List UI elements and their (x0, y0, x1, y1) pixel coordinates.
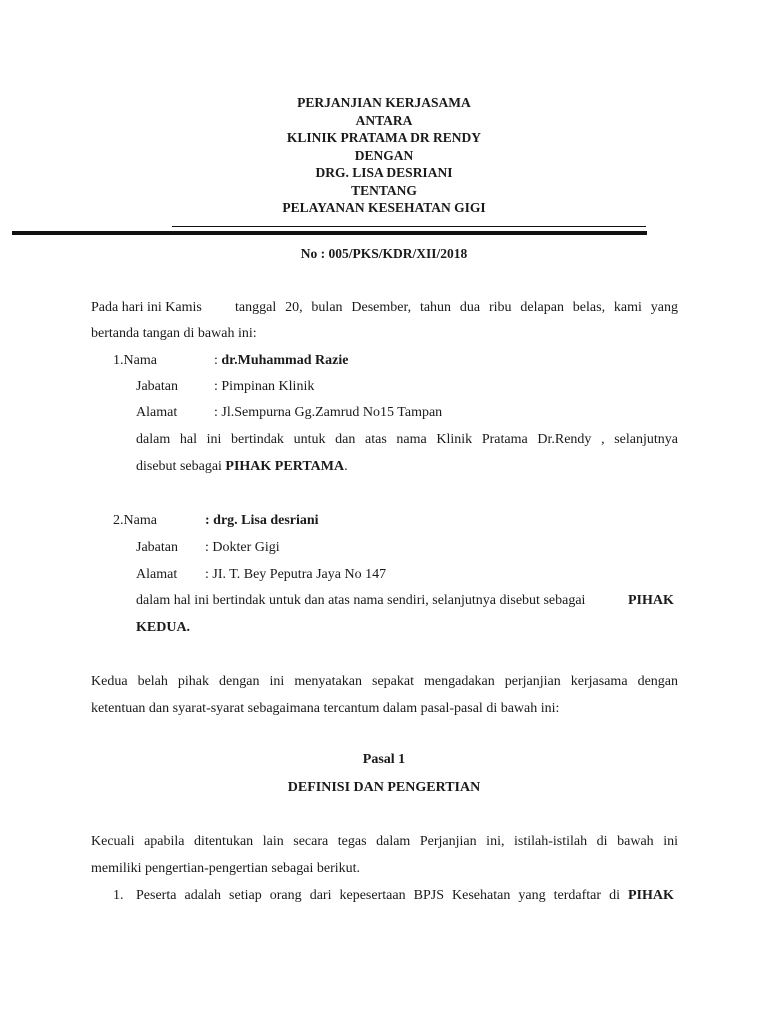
party2-desc-line1: dalam hal ini bertindak untuk dan atas nama sendiri, selanjutnya disebut sebagai (136, 593, 586, 608)
pasal1-item1-text: Peserta adalah setiap orang dari kepesertaan BPJS Kesehatan yang terdaftar di (136, 888, 620, 903)
party1-name-value: : dr.Muhammad Razie (214, 353, 349, 368)
agreement-line2: ketentuan dan syarat-syarat sebagaimana tercantum dalam pasal-pasal di bawah ini: (91, 701, 560, 716)
header-line-2: ANTARA (355, 112, 413, 128)
party1-desc2-end: . (344, 459, 348, 474)
header-line-5: DRG. LISA DESRIANI (315, 165, 453, 180)
party1-name: dr.Muhammad Razie (221, 353, 349, 368)
party1-desc-line1: dalam hal ini bertindak untuk dan atas nama Klinik Pratama Dr.Rendy , selanjutnya (136, 432, 678, 447)
party2-role-part2: KEDUA. (136, 620, 191, 635)
party2-jabatan-value: : Dokter Gigi (205, 540, 280, 555)
pasal1-line2: memiliki pengertian-pengertian sebagai berikut. (91, 861, 361, 876)
header-line-1: PERJANJIAN KERJASAMA (297, 95, 471, 110)
header-line-6: TENTANG (351, 182, 417, 198)
document-number: No : 005/PKS/KDR/XII/2018 (300, 246, 468, 261)
agreement-line1: Kedua belah pihak dengan ini menyatakan sepakat mengadakan perjanjian kerjasama dengan (91, 674, 678, 689)
party1-jabatan-value: : Pimpinan Klinik (214, 379, 315, 394)
party1-desc2-text: disebut sebagai (136, 459, 222, 474)
party2-alamat-value: : JI. T. Bey Peputra Jaya No 147 (205, 567, 387, 582)
pasal1-item1-bold: PIHAK (628, 888, 674, 903)
party2-name-value: : drg. Lisa desriani (205, 513, 319, 528)
pasal-1-title: Pasal 1 (362, 752, 406, 767)
party1-jabatan-label: Jabatan (136, 379, 178, 394)
header-line-7: PELAYANAN KESEHATAN GIGI (282, 200, 486, 215)
party1-role: PIHAK PERTAMA (225, 459, 345, 474)
intro-line1-a: Pada hari ini Kamis (91, 300, 202, 315)
intro-line2: bertanda tangan di bawah ini: (91, 326, 257, 341)
party2-name-label: 2.Nama (113, 513, 157, 528)
header-divider-thick (12, 231, 647, 235)
party1-name-label: 1.Nama (113, 353, 157, 368)
party2-alamat-label: Alamat (136, 567, 178, 582)
pasal1-line1: Kecuali apabila ditentukan lain secara tegas dalam Perjanjian ini, istilah-istilah di bawah ini (91, 834, 678, 849)
party1-alamat-label: Alamat (136, 405, 178, 420)
party2-jabatan-label: Jabatan (136, 540, 178, 555)
intro-line1-b: tanggal 20, bulan Desember, tahun dua ribu delapan belas, kami yang (235, 300, 678, 315)
header-line-3: KLINIK PRATAMA DR RENDY (286, 130, 482, 145)
header-line-4: DENGAN (354, 147, 414, 163)
pasal-1-subtitle: DEFINISI DAN PENGERTIAN (287, 780, 481, 795)
header-divider-thin (172, 226, 646, 227)
party1-desc-line2 (136, 454, 348, 481)
party1-alamat-value: : Jl.Sempurna Gg.Zamrud No15 Tampan (214, 405, 443, 420)
pasal1-item1-number: 1. (113, 888, 124, 903)
party2-role-part1: PIHAK (628, 593, 674, 608)
